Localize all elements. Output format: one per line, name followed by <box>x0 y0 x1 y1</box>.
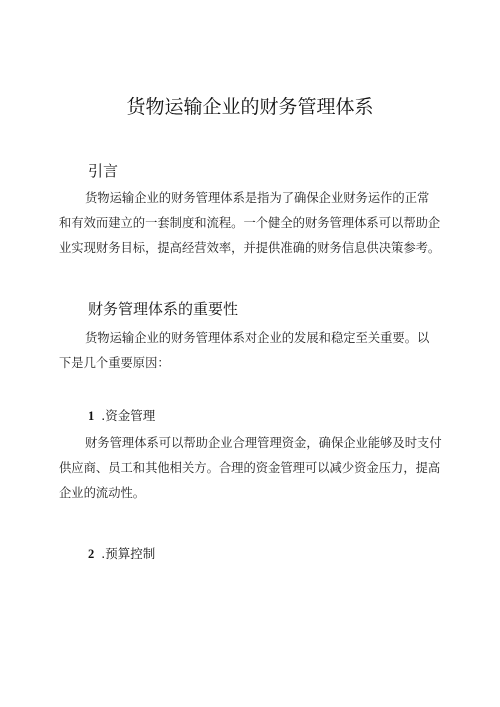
paragraph-line: 业实现财务目标，提高经营效率，并提供准确的财务信息供决策参考。 <box>59 241 441 255</box>
subsection-heading-budget-control <box>88 544 155 564</box>
paragraph-line: 财务管理体系可以帮助企业合理管理资金，确保企业能够及时支付 <box>85 436 442 450</box>
paragraph-line: 下是几个重要原因： <box>59 356 170 370</box>
introduction-paragraph <box>59 186 459 261</box>
subsection-number: 2 <box>88 547 95 561</box>
paragraph-line: 和有效而建立的一套制度和流程。一个健全的财务管理体系可以帮助企 <box>59 216 441 230</box>
section-heading-introduction: 引言 <box>88 162 119 180</box>
document-title: 货物运输企业的财务管理体系 <box>126 96 374 118</box>
subsection-number: 1 <box>88 409 95 423</box>
fund-management-paragraph <box>59 431 459 506</box>
section-heading-importance: 财务管理体系的重要性 <box>88 300 239 318</box>
paragraph-line: 货物运输企业的财务管理体系是指为了确保企业财务运作的正常 <box>85 191 430 205</box>
paragraph-line: 货物运输企业的财务管理体系对企业的发展和稳定至关重要。以 <box>85 331 430 345</box>
subsection-title: .资金管理 <box>101 408 156 423</box>
paragraph-line: 企业的流动性。 <box>59 486 146 500</box>
paragraph-line: 供应商、员工和其他相关方。合理的资金管理可以减少资金压力，提高 <box>59 461 441 475</box>
subsection-title: .预算控制 <box>101 546 156 561</box>
subsection-heading-fund-management <box>88 406 155 426</box>
importance-paragraph <box>59 326 459 376</box>
